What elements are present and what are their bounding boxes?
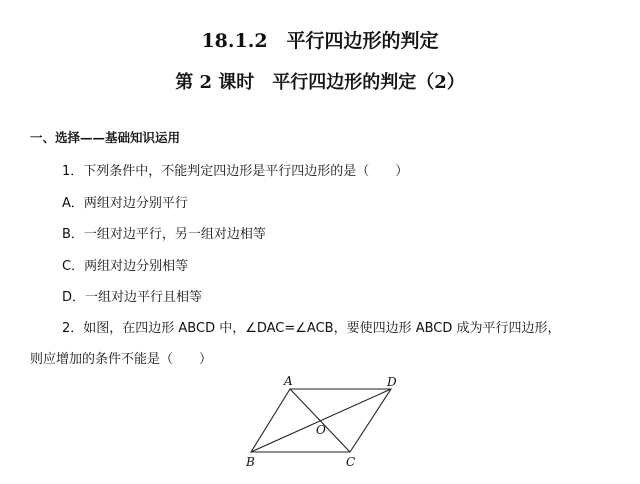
question-1-option-b: B．一组对边平行，另一组对边相等: [62, 227, 266, 242]
lesson-subtitle: 第 2 课时 平行四边形的判定（2）: [175, 72, 465, 93]
question-1-stem: 1．下列条件中，不能判定四边形是平行四边形的是（ ）: [62, 164, 409, 179]
vertex-label-a: A: [284, 374, 293, 388]
parallelogram-figure: [236, 372, 406, 472]
question-2-stem-line-2: 则应增加的条件不能是（ ）: [30, 352, 213, 367]
vertex-label-b: B: [246, 455, 255, 469]
question-1-option-a: A．两组对边分别平行: [62, 196, 188, 211]
question-1-option-c: C．两组对边分别相等: [62, 259, 189, 274]
lesson-title: 18.1.2 平行四边形的判定: [201, 30, 439, 52]
question-2-stem-line-1: 2．如图，在四边形 ABCD 中，∠DAC=∠ACB，要使四边形 ABCD 成为平行四边形，: [62, 321, 561, 336]
vertex-label-d: D: [387, 375, 397, 389]
vertex-label-c: C: [346, 455, 356, 469]
intersection-label-o: O: [316, 423, 326, 437]
question-1-option-d: D．一组对边平行且相等: [62, 290, 203, 305]
section-heading: 一、选择——基础知识运用: [30, 130, 181, 145]
